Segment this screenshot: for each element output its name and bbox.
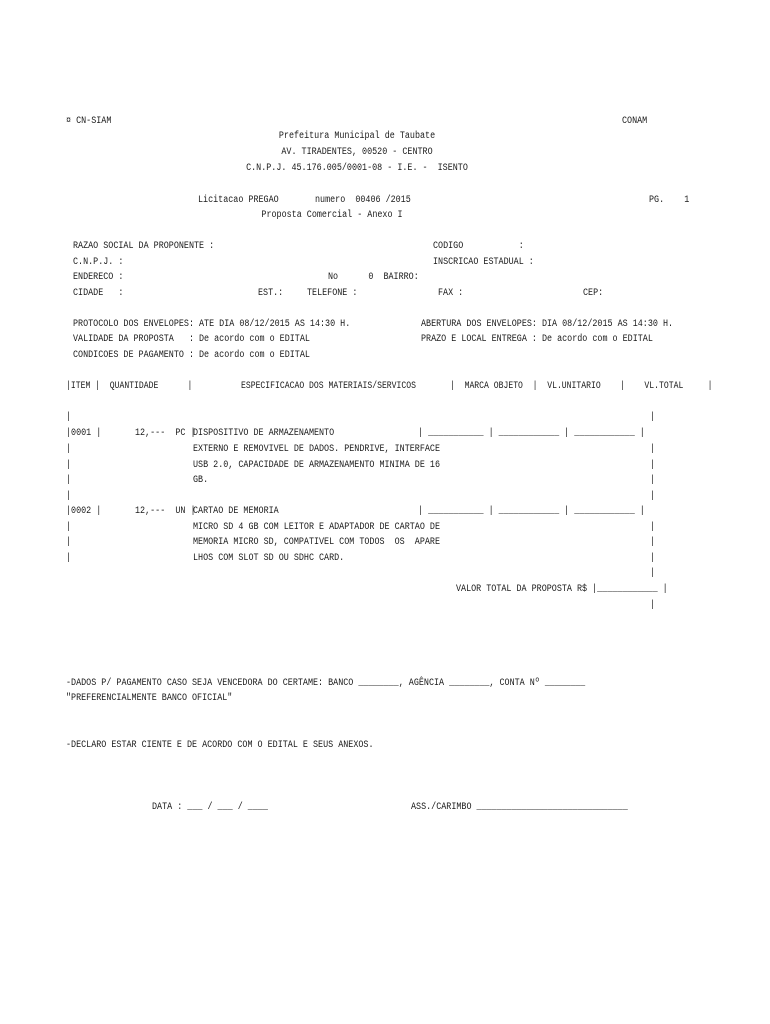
table-border: | bbox=[66, 537, 72, 548]
razao-social-label: RAZAO SOCIAL DA PROPONENTE : bbox=[73, 241, 215, 252]
licitacao-number: numero 00406 /2015 bbox=[315, 195, 411, 206]
abertura-envelopes: ABERTURA DOS ENVELOPES: DIA 08/12/2015 AS 14:30 H. bbox=[421, 319, 674, 330]
validade-proposta: VALIDADE DA PROPOSTA : De acordo com o EDITAL bbox=[73, 334, 310, 345]
endereco-label: ENDERECO : bbox=[73, 272, 124, 283]
price-fields: | ___________ | ____________ | ____________ | bbox=[418, 428, 645, 439]
item-description-line: MEMORIA MICRO SD, COMPATIVEL COM TODOS OS APARE bbox=[193, 537, 441, 548]
municipality-cnpj: C.N.P.J. 45.176.005/0001-08 - I.E. - ISENTO bbox=[246, 163, 468, 174]
table-header: |ITEM | QUANTIDADE | ESPECIFICACAO DOS MATERIAIS/SERVICOS | MARCA OBJETO | VL.UNITARIO | VL.TOTAL | bbox=[66, 381, 713, 392]
total-value: VALOR TOTAL DA PROPOSTA R$ |____________ | bbox=[456, 584, 668, 595]
protocolo-envelopes: PROTOCOLO DOS ENVELOPES: ATE DIA 08/12/2015 AS 14:30 H. bbox=[73, 319, 351, 330]
item-description-line: GB. bbox=[193, 475, 209, 486]
table-border: | bbox=[66, 553, 72, 564]
telefone-label: TELEFONE : bbox=[307, 288, 358, 299]
table-border: | bbox=[650, 412, 656, 423]
org-code: CONAM bbox=[622, 116, 648, 127]
declaration: -DECLARO ESTAR CIENTE E DE ACORDO COM O EDITAL E SEUS ANEXOS. bbox=[66, 740, 374, 751]
cidade-label: CIDADE : bbox=[73, 288, 124, 299]
table-border: | bbox=[66, 460, 72, 471]
table-border: | bbox=[650, 553, 656, 564]
table-border: | bbox=[650, 444, 656, 455]
document-subtitle: Proposta Comercial - Anexo I bbox=[261, 210, 403, 221]
date-field: DATA : ___ / ___ / ____ bbox=[152, 802, 268, 813]
prazo-entrega: PRAZO E LOCAL ENTREGA : De acordo com o EDITAL bbox=[421, 334, 653, 345]
table-border: | bbox=[650, 475, 656, 486]
municipality-name: Prefeitura Municipal de Taubate bbox=[278, 131, 436, 142]
item-description-line: DISPOSITIVO DE ARMAZENAMENTO bbox=[193, 428, 335, 439]
estado-label: EST.: bbox=[258, 288, 284, 299]
price-fields: | ___________ | ____________ | ____________ | bbox=[418, 506, 645, 517]
payment-data: -DADOS P/ PAGAMENTO CASO SEJA VENCEDORA DO CERTAME: BANCO ________, AGÊNCIA ________, CONTA Nº ________ bbox=[66, 678, 586, 689]
table-border: | bbox=[66, 491, 72, 502]
table-border: | bbox=[650, 568, 656, 579]
item-number: |0001 | bbox=[66, 428, 102, 439]
signature-field: ASS./CARIMBO ______________________________ bbox=[411, 802, 628, 813]
inscricao-label: INSCRICAO ESTADUAL : bbox=[433, 257, 534, 268]
numero-bairro-label: No 0 BAIRRO: bbox=[328, 272, 419, 283]
table-border: | bbox=[650, 600, 656, 611]
item-quantity: 12,--- PC | bbox=[135, 428, 196, 439]
item-description-line: CARTAO DE MEMORIA bbox=[193, 506, 279, 517]
condicoes-pagamento: CONDICOES DE PAGAMENTO : De acordo com o EDITAL bbox=[73, 350, 310, 361]
table-border: | bbox=[66, 475, 72, 486]
municipality-address: AV. TIRADENTES, 00520 - CENTRO bbox=[281, 147, 433, 158]
licitacao-type: Licitacao PREGAO bbox=[198, 195, 279, 206]
system-id: ¤ CN-SIAM bbox=[66, 116, 112, 127]
codigo-label: CODIGO : bbox=[433, 241, 524, 252]
item-quantity: 12,--- UN | bbox=[135, 506, 196, 517]
table-border: | bbox=[650, 460, 656, 471]
cep-label: CEP: bbox=[583, 288, 604, 299]
preferred-bank-note: "PREFERENCIALMENTE BANCO OFICIAL" bbox=[66, 693, 233, 704]
table-border: | bbox=[650, 491, 656, 502]
page-number: PG. 1 bbox=[649, 195, 690, 206]
table-border: | bbox=[66, 444, 72, 455]
table-border: | bbox=[650, 522, 656, 533]
table-border: | bbox=[66, 412, 72, 423]
item-description-line: LHOS COM SLOT SD OU SDHC CARD. bbox=[193, 553, 345, 564]
fax-label: FAX : bbox=[438, 288, 464, 299]
item-description-line: EXTERNO E REMOVIVEL DE DADOS. PENDRIVE, INTERFACE bbox=[193, 444, 441, 455]
item-number: |0002 | bbox=[66, 506, 102, 517]
item-description-line: USB 2.0, CAPACIDADE DE ARMAZENAMENTO MINIMA DE 16 bbox=[193, 460, 441, 471]
item-description-line: MICRO SD 4 GB COM LEITOR E ADAPTADOR DE CARTAO DE bbox=[193, 522, 441, 533]
cnpj-label: C.N.P.J. : bbox=[73, 257, 124, 268]
table-border: | bbox=[650, 537, 656, 548]
table-border: | bbox=[66, 522, 72, 533]
